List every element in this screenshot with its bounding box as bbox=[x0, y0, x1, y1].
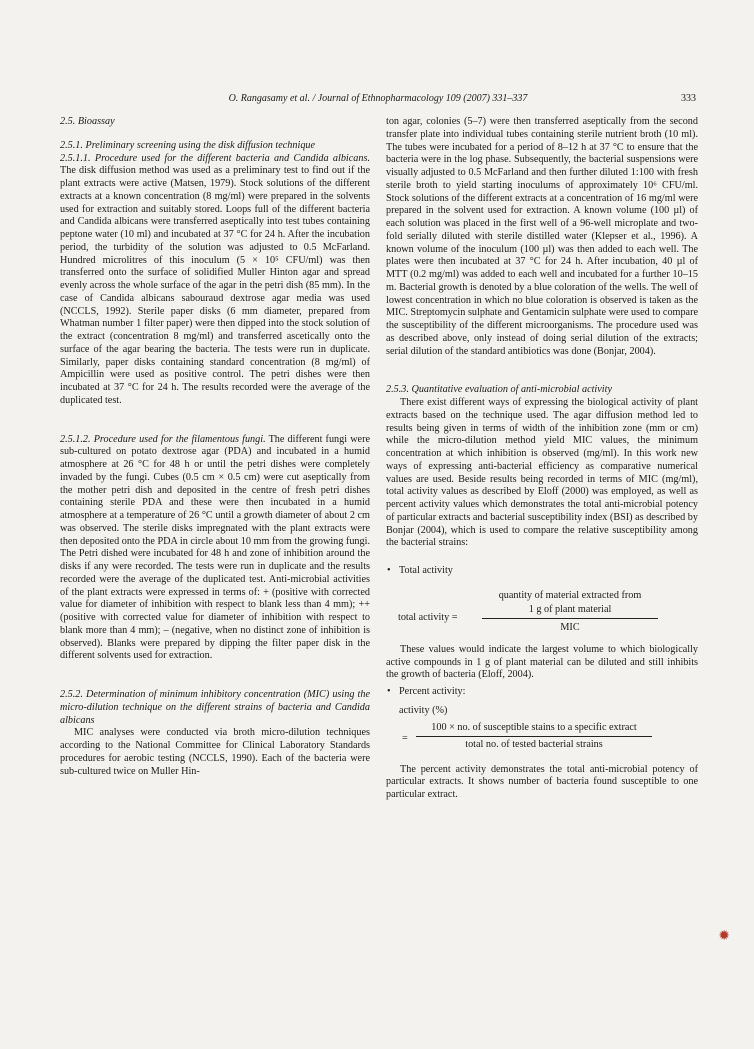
formula-denominator: MIC bbox=[560, 621, 580, 633]
subsection-heading-disk-diffusion: 2.5.1. Preliminary screening using the disk diffusion technique bbox=[60, 139, 316, 151]
paragraph-heading: 2.5.1.1. Procedure used for the different bacteria and Candida albicans. bbox=[60, 152, 370, 164]
right-column bbox=[386, 116, 698, 802]
formula-numerator-line1: quantity of material extracted from bbox=[498, 589, 642, 601]
formula-total-activity bbox=[386, 586, 698, 638]
paragraph-mic-continued: ton agar, colonies (5–7) were then transferred aseptically from the second transfer plate into individual tubes containing sterile nutrient broth (10 ml). The tubes were incubated for a period of 8–12 h at 37 °C to ensure that the bacteria were in the log phase. Subsequently, the bacterial suspensions were visually adjusted to 0.5 McFarland and then further diluted 1:100 with fresh sterile broth to yield starting inoculums of approximately 10⁶ CFU/ml. Stock solutions of the different extracts at a concentration of 16 mg/ml were prepared in the solvent used for extraction. A known volume (100 µl) of each solution was placed in the first well of a 96-well microplate and two-fold serially diluted with sterile distilled water (Klepser et al., 1996). A known volume of the inoculum (100 µl) was then added to each well. The plates were then incubated at 37 °C for 24 h. After incubation, 40 µl of MTT (0.2 mg/ml) was added to each well and incubated for a further 10–15 m. Bacterial growth is denoted by a blue coloration of the wells. The well of lowest concentration in which no blue coloration is observed is taken as the MIC. Streptomycin sulphate and Gentamicin sulphate were used to compare the susceptibility of the different microorganisms. The procedure used was as described above, only instead of doing serial dilution of the extracts; serial dilution of the standard antibiotics was done (Bonjar, 2004). bbox=[386, 116, 698, 357]
bullet-label: Total activity bbox=[399, 565, 453, 576]
fraction-bar bbox=[416, 736, 652, 737]
bullet-total-activity bbox=[386, 565, 698, 578]
paragraph-percent-activity-explanation: The percent activity demonstrates the total anti-microbial potency of particular extracts. It shows number of bacteria found susceptible to one particular extract. bbox=[386, 763, 698, 800]
left-column bbox=[60, 116, 370, 778]
formula-numerator: 100 × no. of susceptible stains to a specific extract bbox=[431, 721, 637, 733]
ink-stain-mark: ✹ bbox=[718, 929, 730, 944]
paragraph-fungi-procedure bbox=[60, 434, 370, 664]
equals-sign: = bbox=[402, 732, 408, 744]
paragraph-bacteria-procedure bbox=[60, 153, 370, 408]
paragraph-quantitative-body: There exist different ways of expressing the biological activity of plant extracts based on the technique used. The agar diffusion method led to results being given in terms of width of the inhibition zone (mm or cm) while the micro-dilution method yield MIC values, the minimum concentration at which inhibition is observed (mg/ml). In this work new ways of expressing anti-bacterial efficiency as comparative numerical values are used. Beside results being recorded in terms of MIC (mg/ml), total activity values as described by Eloff (2000) was employed, as well as percent activity values which demonstrates the total anti-microbial potency of particular extracts and bacterial susceptibility index (BSI) as described by Bonjar (2004), which is used to compare the relative susceptibility among the bacterial strains: bbox=[386, 397, 698, 549]
fraction-bar bbox=[482, 618, 658, 619]
bullet-dot: • bbox=[387, 565, 391, 576]
paragraph-body: The disk diffusion method was used as a preliminary test to find out if the plant extracts were active (Matsen, 1979). Stock solutions of the different extracts at a known concentration (8 mg/ml) were prepared in the solvents used for extraction and suitably stored. Loops full of the different bacteria and Candida albicans were transferred aseptically into test tubes containing peptone water (10 ml) and incubated at 37 °C for 24 h. After the incubation period, the turbidity of the solution was adjusted to 0.5 McFarland. Hundred microlitres of this inoculum (5 × 10⁵ CFU/ml) was then transferred onto the surface of solidified Muller Hinton agar and spread evenly across the whole surface of the agar in the petri dish (85 mm). In the case of Candida albicans sabouraud dextrose agar media was used (NCCLS, 1992). Sterile paper disks (6 mm diameter, prepared from Whatman number 1 filter paper) were then dipped into the stock solution of the extract (concentration 8 mg/ml) and transferred ascetically onto the surface of the agar bearing the bacteria. The tests were run in duplicate. Similarly, paper disks containing standard concentration (8 mg/ml) of Ampicillin were used as positive control. The petri dishes were then incubated at 37 °C for 24 h. The results recorded were the average of the duplicated test. bbox=[60, 165, 370, 406]
page-number: 333 bbox=[681, 93, 696, 104]
formula-lhs: total activity = bbox=[398, 611, 458, 623]
bullet-label: Percent activity: bbox=[399, 686, 466, 697]
paragraph-total-activity-explanation: These values would indicate the largest volume to which biologically active compounds in 1 g of plant material can be diluted and still inhibits the growth of bacteria (Eloff, 2004). bbox=[386, 643, 698, 681]
formula-numerator-line2: 1 g of plant material bbox=[528, 603, 612, 615]
bullet-percent-activity bbox=[386, 686, 698, 699]
formula-denominator: total no. of tested bacterial strains bbox=[465, 738, 603, 750]
paragraph-body: The different fungi were sub-cultured on potato dextrose agar (PDA) and incubated in a humid atmosphere at 26 °C for 48 h or until the petri dishes were completely invaded by the fungi. Cubes (0.5 cm × 0.5 cm) were cut aseptically from the mother petri dish and deposited in the centre of fresh petri dishes containing sterile PDA and these were then incubated in a humid atmosphere at a temperature of 26 °C until a growth diameter of about 2 cm was observed. The sterile disks impregnated with the plant extracts were then deposited onto the PDA in circle about 10 mm from the growing fungi. The Petri dished were incubated for 48 h and zone of inhibition around the disks if any were recorded. The tests were run in duplicate and the results recorded were the average of the duplicated test. Anti-microbial activities of the plant extracts were expressed in terms of: + (positive with corrected value for diameter of inhibition with respect to blank less than 4 mm); ++ (positive with corrected value for diameter of inhibition with respect to blank more than 4 mm); – (negative, when no distinct zone of inhibition is observed). Blanks were prepared by dipping the filter paper disk in the different solvents used for extraction. bbox=[60, 433, 370, 662]
paragraph-mic-body: MIC analyses were conducted via broth micro-dilution techniques according to the National Committee for Clinical Laboratory Standards procedures for aerobic testing (NCCLS, 1990). Each of the bacteria were sub-cultured twice on Muller Hin- bbox=[60, 727, 370, 777]
subsection-heading-mic: 2.5.2. Determination of minimum inhibitory concentration (MIC) using the micro-dilution technique on the different strains of bacteria and Candida albicans bbox=[60, 689, 370, 726]
paragraph-heading: 2.5.1.2. Procedure used for the filamentous fungi. bbox=[60, 433, 266, 445]
subsection-heading-quantitative: 2.5.3. Quantitative evaluation of anti-microbial activity bbox=[386, 384, 612, 396]
formula-percent-activity bbox=[386, 722, 698, 756]
section-heading-bioassay: 2.5. Bioassay bbox=[60, 116, 115, 127]
formula2-lhs: activity (%) bbox=[399, 704, 448, 716]
journal-reference: O. Rangasamy et al. / Journal of Ethnopharmacology 109 (2007) 331–337 bbox=[228, 93, 528, 104]
bullet-dot: • bbox=[387, 686, 391, 697]
